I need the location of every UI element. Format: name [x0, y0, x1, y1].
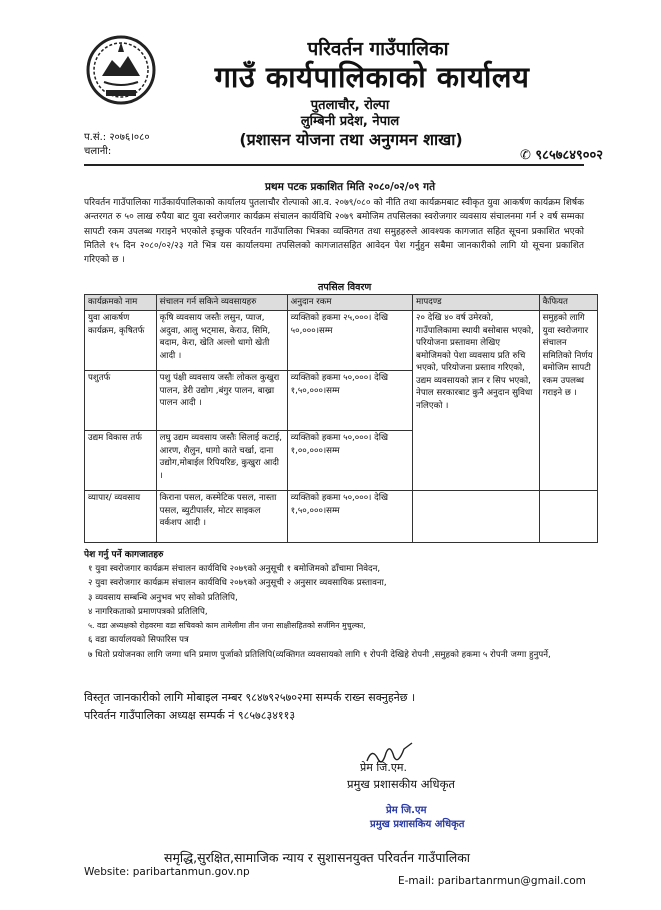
list-item: ३ व्यवसाय सम्बन्धि अनुभव भए सोको प्रतिलिपि,	[88, 592, 238, 603]
program-cell: पशुतर्फ	[85, 371, 157, 431]
notice-title: प्रथम पटक प्रकाशित मिति २०८०/०२/०९ गते	[264, 181, 436, 193]
signatory-name: प्रेम जि.एम.	[360, 761, 407, 774]
amount-cell: व्यक्तिको हकमा ५०,०००। देखि १,००,०००।सम्म	[287, 431, 412, 491]
office-name: गाउँ कार्यपालिकाको कार्यालय	[214, 60, 530, 94]
table-row	[85, 311, 598, 371]
documents-title: पेश गर्नु पर्ने कागजातहरु	[84, 550, 164, 560]
stamp-name: प्रेम जि.एम	[386, 805, 427, 816]
column-header: कार्यक्रमको नाम	[85, 295, 157, 311]
official-stamp	[370, 804, 464, 832]
business-cell: कृषि व्यवसाय जस्तैः लसुन, प्याज, अदुवा, आलु भट्‌मास, केराउ, सिमि, बदाम, केरा, खेति अल्लो धागो खेती आदी ।	[156, 311, 287, 371]
program-cell: व्यापार/ व्यवसाय	[85, 491, 157, 543]
column-header: अनुदान रकम	[287, 295, 412, 311]
notice-body: परिवर्तन गाउँपालिका गाउँकार्यपालिकाको कार्यालय पुतलाचौर रोल्पाको आ.व. २०७९/०८० को नीति तथा कार्यक्रमबाट स्वीकृत युवा आकर्षण कार्यक्रम शिर्षक अन्तरगत रु ५० लाख रुपैया बाट युवा स्वरोजगार कार्यक्रम संचालन कार्यविधि २०७९ बमोजिम तपसिलका स्वरोजगार व्यवसाय संचालनमा गर्न २ वर्ष सम्मका सापटी रकम उपलब्ध गराइने भएकोले इच्छुक परिवर्तन गाउँपालिका भित्रका व्यक्तिगत तथा समुहहरुले आवश्यक कागजात सहित सूचना प्रकाशित भएको मितिले १५ दिन २०८०/०२/२३ गते भित्र यस कार्यालयमा तपसिलको कागजातसहित आवेदन पेश गर्नुहुन सबैमा जानकारीको लागि यो सूचना प्रकाशित गरिएको छ ।	[84, 198, 584, 266]
business-cell: लघु उद्यम व्यवसाय जस्तैः सिलाई कटाई, आरण, शैलुन, धागो काते चर्खा, दाना उद्योग,मोबाईल रिपियरिङ, कुखुरा आदी ।	[156, 431, 287, 491]
remarks-cell	[539, 491, 597, 543]
list-item: ५. वडा अध्यक्षको रोहवरमा वडा सचिवको काम तामेलीमा तीन जना साक्षीसहितको सर्जमिन मुचुल्का,	[88, 621, 366, 631]
table-row	[85, 491, 598, 543]
program-cell: युवा आकर्षण कार्यक्रम, कृषितर्फ	[85, 311, 157, 371]
list-item: २ युवा स्वरोजगार कार्यक्रम संचालन कार्यविधि २०७९को अनुसूची २ अनुसार व्यवसायिक प्रस्तावना,	[88, 578, 387, 589]
criteria-cell	[413, 491, 540, 543]
dispatch-number: चलानी:	[84, 146, 112, 157]
stamp-title: प्रमुख प्रशासकिय अधिकृत	[370, 819, 465, 830]
province-name: लुम्बिनी प्रदेश, नेपाल	[300, 114, 400, 129]
signatory-title: प्रमुख प्रशासकीय अधिकृत	[347, 777, 455, 791]
business-cell: किराना पसल, कस्मेटिक पसल, नास्ता पसल, ब्युटीपार्लर, मोटर साइकल वर्कशप आदी ।	[156, 491, 287, 543]
website-link[interactable]: Website: paribartanmun.gov.np	[84, 866, 250, 878]
amount-cell: व्यक्तिको हकमा २५,०००। देखि ५०,०००।सम्म	[287, 311, 412, 371]
table-title: तपसिल विवरण	[318, 282, 372, 293]
footer-motto: समृद्धि,सुरक्षित,सामाजिक न्याय र सुशासनयुक्त परिवर्तन गाउँपालिका	[164, 850, 471, 865]
office-location: पुतलाचौर, रोल्पा	[310, 98, 390, 113]
phone-number-text: ९८५७८४९००२	[535, 148, 604, 163]
branch-name: (प्रशासन योजना तथा अनुगमन शाखा)	[239, 130, 463, 149]
column-header: कैफियत	[539, 295, 597, 311]
amount-cell: व्यक्तिको हकमा ५०,०००। देखि १,५०,०००।सम्म	[287, 491, 412, 543]
municipality-name: परिवर्तन गाउँपालिका	[307, 38, 449, 60]
nepal-emblem-icon	[84, 30, 158, 108]
letter-number: प.सं.: २०७६।०८०	[84, 132, 150, 143]
remarks-cell: समुहको लागि युवा स्वरोजगार संचालन समितिको निर्णय बमोजिम सापटी रकम उपलब्ध गराइने छ ।	[539, 311, 597, 491]
phone-number	[520, 145, 603, 163]
column-header: संचालन गर्न सकिने व्यवसायहरु	[156, 295, 287, 311]
amount-cell: व्यक्तिको हकमा ५०,०००। देखि १,५०,०००।सम्म	[287, 371, 412, 431]
phone-icon: ✆	[520, 148, 536, 163]
table-header-row	[85, 295, 598, 311]
email-link[interactable]: E-mail: paribartanrmun@gmail.com	[398, 875, 586, 887]
list-item: ७ धितो प्रयोजनका लागि जग्गा धनि प्रमाण पुर्जाको प्रतिलिपि(व्यक्तिगत व्यवसायको लागि १ रोपनी देखिहे रोपनी ,समुहको हकमा ५ रोपनी जग्गा हुनुपर्ने,	[88, 649, 551, 660]
documents-list	[88, 562, 588, 662]
list-item: १ युवा स्वरोजगार कार्यक्रम संचालन कार्यविधि २०७९को अनुसूची १ बमोजिमको ढाँचामा निवेदन,	[88, 564, 381, 574]
program-cell: उद्यम विकास तर्फ	[85, 431, 157, 491]
list-item: ६ वडा कार्यालयको सिफारिस पत्र	[88, 635, 189, 646]
contact-info-line: विस्तृत जानकारीको लागि मोबाइल नम्बर ९८४७९२५७०२मा सम्पर्क राख्न सक्नुहनेछ ।	[84, 691, 416, 704]
chairperson-contact-line: परिवर्तन गाउँपालिका अध्यक्ष सम्पर्क नं ९८५७८३४११३	[84, 709, 296, 722]
details-table	[84, 294, 598, 543]
criteria-cell: २० देखि ४० वर्ष उमेरको, गाउँपालिकामा स्थायी बसोबास भएको, परियोजना प्रस्तावमा लेखिए बमोजिमको पेशा व्यवसाय प्रति रुचि भएको, परियोजना प्रस्ताव गरिएको, उद्यम व्यवसायको ज्ञान र सिप भएको, नेपाल सरकारबाट कुनै अनुदान सुविधा नलिएको ।	[413, 311, 540, 491]
column-header: मापदण्ड	[413, 295, 540, 311]
list-item: ४ नागरिकताको प्रमाणपत्रको प्रतिलिपि,	[88, 606, 208, 617]
header-divider	[84, 164, 584, 166]
business-cell: पशु पंक्षी व्यवसाय जस्तैः लोकल कुखुरा पालन, डेरी उद्योग ,बंगुर पालन, बाख्रा पालन आदी ।	[156, 371, 287, 431]
